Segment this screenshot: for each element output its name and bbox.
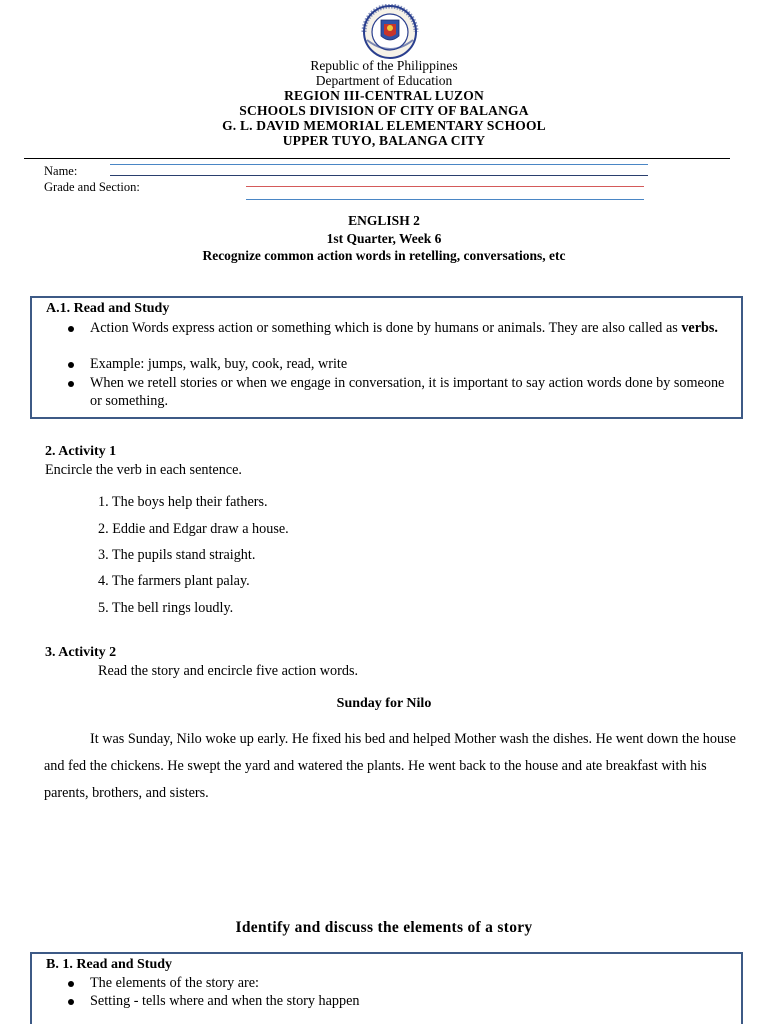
grade-section-field-line[interactable] (246, 199, 644, 200)
section-a-heading: A.1. Read and Study (46, 301, 170, 316)
name-field-line[interactable] (110, 175, 648, 176)
subject-title: ENGLISH 2 (348, 213, 420, 228)
activity1-item: 5. The bell rings loudly. (98, 600, 234, 616)
activity1-heading: 2. Activity 1 (45, 444, 117, 459)
bullet-setting: Setting - tells where and when the story happen (90, 993, 360, 1009)
story-paragraph: It was Sunday, Nilo woke up early. He fixed his bed and helped Mother wash the dishes. He went down the house and fed the chickens. He swept the yard and watered the plants. He went back to the house and ate breakfast with his parents, brothers, and sisters. (44, 731, 736, 801)
header-republic: Republic of the Philippines (310, 58, 458, 73)
competency-title: Recognize common action words in retelling, conversations, etc (202, 248, 566, 263)
bullet-icon (68, 362, 74, 368)
activity1-item: 1. The boys help their fathers. (98, 494, 268, 510)
activity2-heading: 3. Activity 2 (45, 645, 117, 660)
bullet-example: Example: jumps, walk, buy, cook, read, write (90, 356, 348, 372)
bullet-elements: The elements of the story are: (90, 975, 260, 991)
grade-line-red (246, 186, 644, 187)
deped-seal-logo (355, 4, 425, 60)
name-label: Name: (44, 164, 78, 178)
bullet-text: Action Words express action or something which is done by humans or animals. They are also called as (90, 320, 678, 336)
header-divider (24, 158, 730, 159)
name-line-top (110, 164, 648, 165)
section-b-title: Identify and discuss the elements of a story (235, 919, 533, 936)
header-school: G. L. DAVID MEMORIAL ELEMENTARY SCHOOL (222, 118, 546, 133)
story-title: Sunday for Nilo (336, 696, 432, 711)
bold-verbs: verbs. (681, 320, 718, 336)
grade-section-label: Grade and Section: (44, 180, 140, 194)
activity1-item: 2. Eddie and Edgar draw a house. (98, 521, 289, 537)
header-address: UPPER TUYO, BALANGA CITY (282, 133, 486, 148)
activity1-instruction: Encircle the verb in each sentence. (45, 462, 242, 478)
bullet-action-words (90, 319, 730, 337)
bullet-retell: When we retell stories or when we engage in conversation, it is important to say action words done by someone or something. (90, 375, 725, 409)
bullet-icon (68, 981, 74, 987)
bullet-icon (68, 999, 74, 1005)
read-and-study-box (30, 296, 743, 419)
activity1-item: 3. The pupils stand straight. (98, 547, 256, 563)
quarter-week: 1st Quarter, Week 6 (326, 231, 442, 246)
header-region: REGION III-CENTRAL LUZON (284, 88, 484, 103)
header-division: SCHOOLS DIVISION OF CITY OF BALANGA (239, 103, 529, 118)
bullet-icon (68, 326, 74, 332)
bullet-icon (68, 381, 74, 387)
header-department: Department of Education (315, 73, 453, 88)
activity1-item: 4. The farmers plant palay. (98, 573, 250, 589)
section-b-box (30, 952, 743, 1024)
section-b-heading: B. 1. Read and Study (46, 957, 173, 972)
activity2-instruction: Read the story and encircle five action words. (98, 663, 359, 679)
